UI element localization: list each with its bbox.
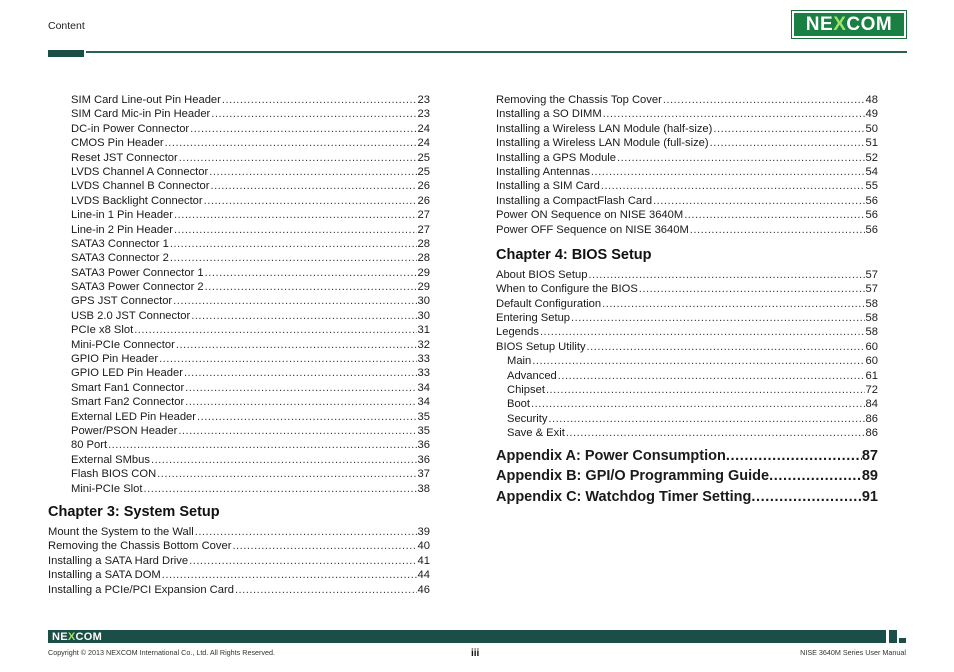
toc-entry-title: Reset JST Connector: [71, 151, 178, 164]
dot-leader: [159, 352, 416, 366]
dot-leader: [195, 525, 417, 539]
dot-leader: [191, 309, 416, 323]
toc-entry-title: PCIe x8 Slot: [71, 324, 134, 337]
toc-entry-page: 61: [865, 369, 878, 382]
toc-entry-page: 33: [417, 367, 430, 380]
dot-leader: [548, 412, 864, 426]
toc-entry-page: 25: [417, 165, 430, 178]
dot-leader: [617, 151, 865, 165]
toc-list-left-a: [48, 93, 430, 496]
dot-leader: [653, 194, 864, 208]
toc-entry-title: Removing the Chassis Top Cover: [496, 94, 662, 106]
toc-right-column: [496, 93, 878, 507]
dot-leader: [185, 381, 416, 395]
header-bar-accent: [48, 50, 84, 57]
appendix-entry[interactable]: [496, 466, 878, 487]
toc-entry-page: 34: [417, 396, 430, 409]
toc-entry[interactable]: [71, 482, 430, 496]
toc-entry-title: GPS JST Connector: [71, 295, 173, 308]
dot-leader: [232, 539, 416, 553]
dot-leader: [170, 251, 417, 265]
toc-entry-page: 50: [865, 122, 878, 135]
toc-entry[interactable]: [496, 340, 878, 354]
toc-entry[interactable]: [496, 268, 878, 282]
toc-entry-page: 46: [417, 583, 430, 596]
toc-entry-page: 87: [861, 447, 878, 464]
dot-leader: [601, 179, 865, 193]
toc-entry-title: Installing Antennas: [496, 165, 590, 178]
toc-entry-title: Save & Exit: [507, 427, 565, 440]
toc-entry[interactable]: [71, 352, 430, 366]
dot-leader: [189, 554, 416, 568]
dot-leader: [179, 151, 417, 165]
toc-entry-title: GPIO Pin Header: [71, 353, 159, 366]
toc-entry-page: 28: [417, 252, 430, 265]
toc-entry-title: Installing a SIM Card: [496, 180, 600, 193]
toc-entry[interactable]: [71, 410, 430, 424]
toc-entry-title: Smart Fan1 Connector: [71, 381, 185, 394]
toc-list-right-c: [496, 354, 878, 440]
toc-entry-title: Security: [507, 412, 548, 425]
toc-entry[interactable]: [71, 208, 430, 222]
toc-entry[interactable]: [496, 325, 878, 339]
dot-leader: [571, 311, 865, 325]
toc-entry[interactable]: [71, 237, 430, 251]
toc-entry[interactable]: [71, 179, 430, 193]
toc-entry-page: 36: [417, 439, 430, 452]
toc-entry-page: 24: [417, 122, 430, 135]
dot-leader: [205, 266, 417, 280]
dot-leader: [690, 223, 865, 237]
toc-entry-title: LVDS Channel B Connector: [71, 180, 210, 193]
toc-entry-title: Legends: [496, 326, 539, 339]
toc-entry-page: 35: [417, 410, 430, 423]
toc-entry-page: 36: [417, 453, 430, 466]
toc-entry-title: BIOS Setup Utility: [496, 340, 586, 353]
toc-entry-title: CMOS Pin Header: [71, 137, 164, 150]
toc-entry-title: DC-in Power Connector: [71, 122, 190, 135]
toc-entry-page: 89: [861, 468, 878, 485]
page-number: iii: [471, 648, 480, 659]
toc-entry[interactable]: [71, 338, 430, 352]
toc-entry-page: 35: [417, 424, 430, 437]
nexcom-logo: NEXCOM: [791, 10, 907, 39]
toc-entry-page: 57: [865, 283, 878, 296]
dot-leader: [170, 237, 417, 251]
toc-entry-page: 56: [865, 194, 878, 207]
toc-entry[interactable]: [71, 251, 430, 265]
toc-entry[interactable]: [71, 165, 430, 179]
toc-entry-title: Installing a PCIe/PCI Expansion Card: [48, 583, 234, 596]
dot-leader: [210, 179, 416, 193]
footer-square-accent: [889, 630, 897, 643]
toc-entry-title: Flash BIOS CON: [71, 468, 157, 481]
toc-entry-title: Installing a GPS Module: [496, 151, 617, 164]
dot-leader: [546, 383, 865, 397]
toc-list-left-b: [48, 525, 430, 597]
toc-entry[interactable]: [507, 383, 878, 397]
toc-entry-title: Installing a SO DIMM: [496, 108, 602, 121]
toc-entry[interactable]: [496, 282, 878, 296]
toc-entry[interactable]: [71, 309, 430, 323]
toc-entry-page: 56: [865, 209, 878, 222]
toc-entry-title: Installing a CompactFlash Card: [496, 194, 653, 207]
toc-entry-page: 23: [417, 94, 430, 106]
toc-entry-title: Appendix C: Watchdog Timer Setting: [496, 488, 752, 505]
toc-entry-page: 60: [865, 340, 878, 353]
chapter-3-heading[interactable]: Chapter 3: System Setup: [48, 503, 220, 520]
toc-entry[interactable]: [71, 266, 430, 280]
toc-entry[interactable]: [71, 395, 430, 409]
toc-entry-title: Default Configuration: [496, 297, 602, 310]
toc-entry-page: 52: [865, 151, 878, 164]
toc-entry-page: 54: [865, 165, 878, 178]
dot-leader: [204, 194, 417, 208]
toc-entry[interactable]: [71, 136, 430, 150]
toc-entry[interactable]: [71, 93, 430, 107]
toc-entry-page: 57: [865, 268, 878, 281]
dot-leader: [235, 583, 417, 597]
toc-entry[interactable]: [71, 323, 430, 337]
toc-entry-page: 30: [417, 295, 430, 308]
dot-leader: [531, 397, 865, 411]
dot-leader: [108, 438, 416, 452]
toc-entry-title: SATA3 Power Connector 2: [71, 281, 204, 294]
toc-entry[interactable]: [71, 424, 430, 438]
toc-entry[interactable]: [496, 223, 878, 237]
toc-entry-title: About BIOS Setup: [496, 268, 588, 281]
toc-entry-page: 27: [417, 209, 430, 222]
toc-entry[interactable]: [496, 151, 878, 165]
toc-entry[interactable]: [507, 426, 878, 440]
toc-entry-title: External LED Pin Header: [71, 410, 196, 423]
toc-entry-title: GPIO LED Pin Header: [71, 367, 183, 380]
toc-entry-page: 28: [417, 237, 430, 250]
toc-entry[interactable]: [496, 165, 878, 179]
dot-leader: [566, 426, 865, 440]
toc-entry[interactable]: [71, 381, 430, 395]
section-label: Content: [48, 20, 85, 32]
toc-entry-page: 49: [865, 108, 878, 121]
toc-entry-title: SIM Card Mic-in Pin Header: [71, 108, 211, 121]
toc-entry[interactable]: [71, 280, 430, 294]
toc-entry[interactable]: [71, 107, 430, 121]
toc-entry-page: 58: [865, 297, 878, 310]
toc-entry-page: 84: [865, 398, 878, 411]
toc-entry-title: Smart Fan2 Connector: [71, 396, 185, 409]
dot-leader: [151, 453, 417, 467]
toc-entry-page: 32: [417, 338, 430, 351]
appendix-entry[interactable]: [496, 446, 878, 467]
appendix-list: [496, 446, 878, 508]
toc-entry-page: 37: [417, 468, 430, 481]
toc-entry-title: Mini-PCIe Connector: [71, 338, 175, 351]
toc-entry[interactable]: [48, 568, 430, 582]
toc-entry-page: 55: [865, 180, 878, 193]
appendix-entry[interactable]: [496, 487, 878, 508]
toc-entry-page: 60: [865, 355, 878, 368]
toc-entry-page: 72: [865, 384, 878, 397]
toc-entry-page: 39: [417, 525, 430, 538]
toc-entry-page: 86: [865, 412, 878, 425]
dot-leader: [205, 280, 417, 294]
footer-square-small: [899, 638, 906, 643]
toc-entry-title: LVDS Channel A Connector: [71, 165, 209, 178]
toc-entry-page: 33: [417, 353, 430, 366]
toc-list-right-a: [496, 93, 878, 237]
toc-entry[interactable]: [48, 539, 430, 553]
dot-leader: [540, 325, 865, 339]
header-divider: [86, 51, 907, 53]
dot-leader: [713, 122, 864, 136]
toc-entry-title: SATA3 Connector 2: [71, 252, 169, 265]
toc-entry-title: Power OFF Sequence on NISE 3640M: [496, 223, 689, 236]
dot-leader: [176, 338, 417, 352]
dot-leader: [532, 354, 864, 368]
toc-entry-title: Entering Setup: [496, 312, 571, 325]
toc-entry-page: 30: [417, 309, 430, 322]
dot-leader: [185, 395, 416, 409]
dot-leader: [165, 136, 417, 150]
toc-entry[interactable]: [507, 354, 878, 368]
toc-entry-title: Power ON Sequence on NISE 3640M: [496, 209, 684, 222]
dot-leader: [144, 482, 417, 496]
dot-leader: [222, 93, 417, 107]
dot-leader: [174, 223, 417, 237]
toc-entry[interactable]: [71, 194, 430, 208]
toc-left-column: [48, 93, 430, 597]
copyright-text: Copyright © 2013 NEXCOM International Co., Ltd. All Rights Reserved.: [48, 648, 276, 657]
dot-leader: [710, 136, 865, 150]
dot-leader: [209, 165, 416, 179]
toc-entry-title: Installing a SATA DOM: [48, 569, 161, 582]
dot-leader: [197, 410, 417, 424]
toc-entry-page: 29: [417, 266, 430, 279]
dot-leader: [751, 487, 861, 508]
toc-entry-page: 29: [417, 281, 430, 294]
toc-entry-page: 58: [865, 312, 878, 325]
toc-entry[interactable]: [71, 151, 430, 165]
toc-entry-title: 80 Port: [71, 439, 108, 452]
dot-leader: [769, 466, 862, 487]
toc-entry-page: 86: [865, 427, 878, 440]
dot-leader: [134, 323, 416, 337]
toc-list-right-b: [496, 268, 878, 354]
toc-entry-title: Advanced: [507, 369, 557, 382]
toc-entry-title: Main: [507, 355, 532, 368]
toc-entry-page: 26: [417, 180, 430, 193]
toc-entry-title: Installing a Wireless LAN Module (full-size): [496, 137, 709, 150]
toc-entry-title: SIM Card Line-out Pin Header: [71, 94, 221, 106]
toc-entry[interactable]: [71, 223, 430, 237]
toc-entry-page: 56: [865, 223, 878, 236]
toc-entry[interactable]: [71, 453, 430, 467]
dot-leader: [162, 568, 417, 582]
toc-entry-title: Mini-PCIe Slot: [71, 482, 143, 495]
toc-entry[interactable]: [496, 194, 878, 208]
toc-entry[interactable]: [48, 583, 430, 597]
toc-entry-title: Appendix A: Power Consumption: [496, 447, 726, 464]
toc-entry-title: External SMbus: [71, 453, 150, 466]
dot-leader: [639, 282, 865, 296]
dot-leader: [211, 107, 416, 121]
dot-leader: [684, 208, 864, 222]
toc-entry-title: SATA3 Connector 1: [71, 237, 169, 250]
toc-entry-title: Power/PSON Header: [71, 424, 178, 437]
toc-entry-title: Installing a SATA Hard Drive: [48, 554, 189, 567]
toc-entry-title: Line-in 1 Pin Header: [71, 209, 173, 222]
toc-entry-title: Mount the System to the Wall: [48, 525, 194, 538]
toc-entry[interactable]: [507, 369, 878, 383]
toc-entry[interactable]: [496, 136, 878, 150]
toc-entry-title: Boot: [507, 398, 531, 411]
toc-entry-title: When to Configure the BIOS: [496, 283, 638, 296]
toc-entry[interactable]: [507, 397, 878, 411]
toc-entry[interactable]: [496, 208, 878, 222]
toc-entry-title: Installing a Wireless LAN Module (half-size): [496, 122, 713, 135]
toc-entry-title: USB 2.0 JST Connector: [71, 309, 191, 322]
toc-entry[interactable]: [496, 297, 878, 311]
toc-entry-page: 34: [417, 381, 430, 394]
dot-leader: [587, 340, 865, 354]
dot-leader: [190, 122, 416, 136]
footer-nexcom-logo: NEXCOM: [52, 631, 103, 643]
dot-leader: [603, 107, 865, 121]
toc-entry[interactable]: [496, 179, 878, 193]
toc-entry-page: 27: [417, 223, 430, 236]
dot-leader: [591, 165, 865, 179]
toc-entry-page: 51: [865, 137, 878, 150]
toc-entry[interactable]: [71, 366, 430, 380]
toc-entry-page: 48: [865, 94, 878, 106]
dot-leader: [184, 366, 417, 380]
footer-bar: [48, 630, 886, 643]
toc-entry-title: Line-in 2 Pin Header: [71, 223, 173, 236]
dot-leader: [602, 297, 864, 311]
toc-entry[interactable]: [496, 93, 878, 107]
toc-entry[interactable]: [48, 554, 430, 568]
dot-leader: [726, 446, 862, 467]
toc-entry-page: 26: [417, 194, 430, 207]
toc-entry[interactable]: [71, 438, 430, 452]
dot-leader: [663, 93, 865, 107]
toc-entry-title: LVDS Backlight Connector: [71, 194, 203, 207]
dot-leader: [558, 369, 865, 383]
dot-leader: [178, 424, 416, 438]
dot-leader: [157, 467, 416, 481]
toc-entry-title: SATA3 Power Connector 1: [71, 266, 204, 279]
manual-name: NISE 3640M Series User Manual: [800, 648, 906, 657]
toc-entry-title: Removing the Chassis Bottom Cover: [48, 540, 232, 553]
toc-entry-page: 58: [865, 326, 878, 339]
toc-entry[interactable]: [71, 467, 430, 481]
toc-entry-page: 25: [417, 151, 430, 164]
dot-leader: [174, 208, 417, 222]
toc-entry[interactable]: [496, 122, 878, 136]
toc-entry-page: 23: [417, 108, 430, 121]
toc-entry[interactable]: [48, 525, 430, 539]
toc-entry[interactable]: [496, 311, 878, 325]
dot-leader: [173, 294, 416, 308]
toc-entry[interactable]: [507, 412, 878, 426]
dot-leader: [588, 268, 864, 282]
toc-entry-page: 91: [861, 488, 878, 505]
toc-entry[interactable]: [71, 122, 430, 136]
toc-entry-title: Chipset: [507, 384, 545, 397]
toc-entry[interactable]: [496, 107, 878, 121]
toc-entry-page: 38: [417, 482, 430, 495]
toc-entry-page: 41: [417, 554, 430, 567]
chapter-4-heading[interactable]: Chapter 4: BIOS Setup: [496, 246, 652, 263]
toc-entry-page: 40: [417, 540, 430, 553]
toc-entry-page: 31: [417, 324, 430, 337]
toc-entry-page: 44: [417, 569, 430, 582]
toc-entry-title: Appendix B: GPI/O Programming Guide: [496, 468, 770, 485]
toc-entry[interactable]: [71, 294, 430, 308]
toc-entry-page: 24: [417, 137, 430, 150]
